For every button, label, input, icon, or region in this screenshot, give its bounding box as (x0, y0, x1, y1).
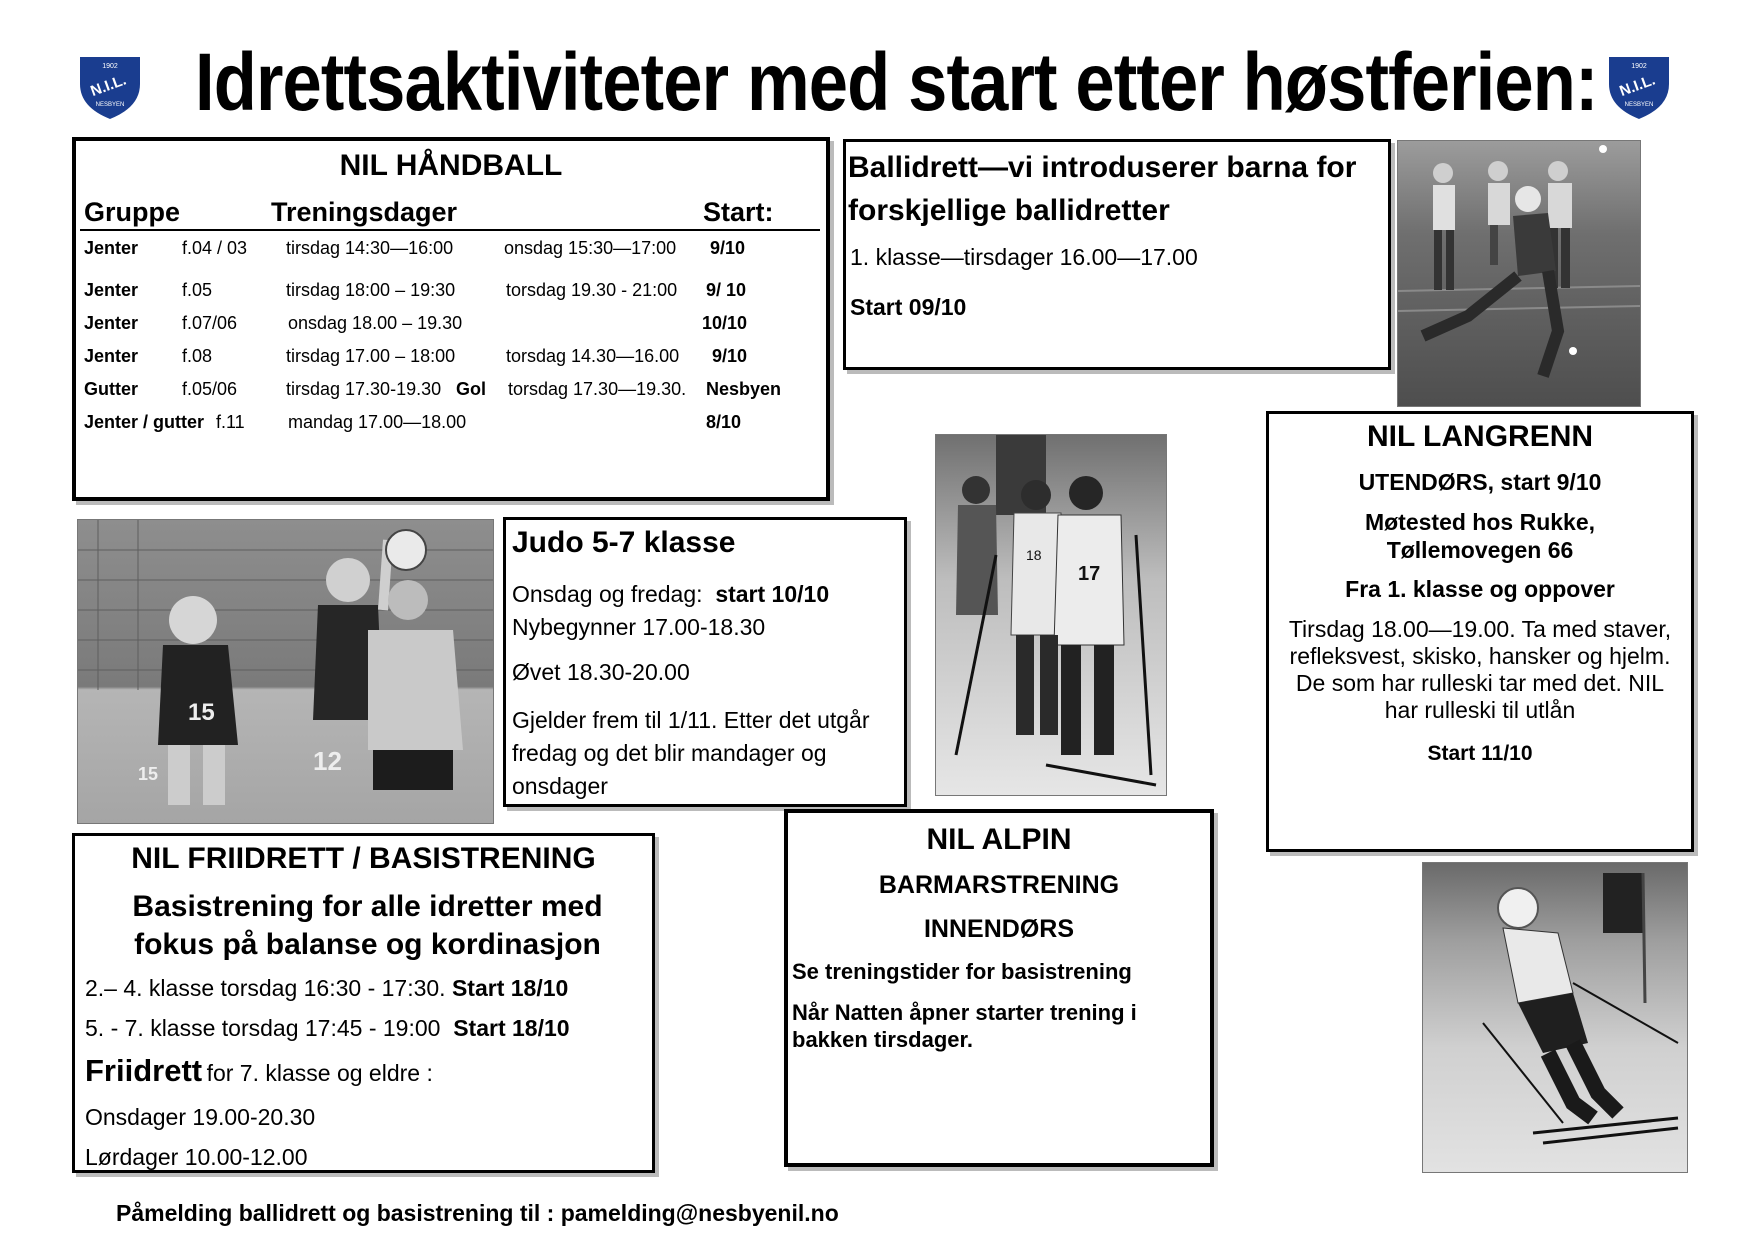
alpin-line1: Se treningstider for basistrening (792, 959, 1132, 984)
alpin-sub2: INNENDØRS (923, 915, 1074, 943)
logo-place: NESBYEN (1624, 102, 1654, 108)
alpin-heading: NIL ALPIN (926, 823, 1072, 856)
langrenn-body: Tirsdag 18.00—19.00. Ta med staver, refleksvest, skisko, hansker og hjelm. De som har rulleski tar med det. NIL har rulleski til utlån (1288, 616, 1672, 723)
friidrett-heading: NIL FRIIDRETT / BASISTRENING (131, 842, 596, 875)
row-day1-place: Gol (456, 379, 486, 399)
header-divider (80, 229, 820, 231)
alpin-photo-illustration (1423, 863, 1687, 1172)
langrenn-heading: NIL LANGRENN (1366, 420, 1594, 453)
table-row (76, 280, 826, 304)
row-start: 10/10 (702, 313, 748, 333)
judo-box (503, 517, 907, 807)
row-group: Jenter (84, 280, 139, 300)
row-year: f.05/06 (182, 379, 238, 399)
langrenn-sub2: Møtested hos Rukke, Tøllemovegen 66 (1364, 509, 1596, 563)
table-row (76, 346, 826, 370)
langrenn-photo (935, 434, 1167, 796)
logo-name: N.I.L. (88, 71, 129, 101)
judo-line4: Gjelder frem til 1/11. Etter det utgår fredag og det blir mandager og onsdager (512, 707, 870, 799)
club-logo-left (75, 50, 145, 122)
ballidrett-line1: 1. klasse—tirsdager 16.00—17.00 (850, 244, 1198, 270)
row-start: 9/10 (710, 238, 746, 258)
handball-photo (77, 519, 494, 824)
friidrett-row2 (85, 1015, 570, 1042)
row-group: Jenter / gutter (84, 412, 205, 432)
row-group: Gutter (84, 379, 138, 399)
row-day2: onsdag 15:30—17:00 (504, 238, 677, 258)
friidrett-day2: Lørdager 10.00-12.00 (85, 1144, 308, 1170)
row-day1: mandag 17.00—18.00 (288, 412, 467, 432)
row-day1: tirsdag 17.30-19.30 (286, 379, 442, 399)
row-start: Nesbyen (706, 379, 782, 399)
row-day2: torsdag 19.30 - 21:00 (506, 280, 678, 300)
handball-header-start: Start: (703, 197, 774, 227)
friidrett-sub: Basistrening for alle idretter med fokus på balanse og kordinasjon (132, 890, 603, 961)
table-row (76, 412, 826, 436)
judo-line3: Øvet 18.30-20.00 (512, 659, 690, 685)
langrenn-photo-illustration (936, 435, 1166, 795)
table-row (76, 238, 826, 262)
friidrett-box (72, 833, 655, 1173)
friidrett-row3 (85, 1053, 433, 1089)
footer-signup: Påmelding ballidrett og basistrening til : pamelding@nesbyenil.no (116, 1200, 839, 1226)
table-row (76, 379, 826, 403)
friidrett-row1 (85, 975, 568, 1002)
row-group: Jenter (84, 238, 139, 258)
row-day1: tirsdag 14:30—16:00 (286, 238, 454, 258)
ballsport-photo (1397, 140, 1641, 407)
row-year: f.07/06 (182, 313, 238, 333)
page-title: Idrettsaktiviteter med start etter høstferien: (195, 37, 1598, 128)
langrenn-box (1266, 411, 1694, 852)
judo-line1-start: start 10/10 (715, 581, 830, 607)
ski-bib-18: 18 (1026, 547, 1042, 563)
judo-line1 (512, 581, 829, 608)
row-day1: tirsdag 17.00 – 18:00 (286, 346, 456, 366)
langrenn-sub1: UTENDØRS, start 9/10 (1358, 469, 1602, 495)
row-group: Jenter (84, 313, 139, 333)
row-day2: torsdag 14.30—16.00 (506, 346, 680, 366)
table-row (76, 313, 826, 337)
alpin-box (784, 809, 1214, 1167)
judo-line1-label: Onsdag og fredag: (512, 581, 703, 607)
langrenn-start: Start 11/10 (1427, 742, 1533, 765)
alpin-sub1: BARMARSTRENING (878, 871, 1120, 899)
alpin-photo (1422, 862, 1688, 1173)
handball-header-group: Gruppe (84, 197, 181, 227)
ski-bib-17: 17 (1078, 563, 1101, 585)
row-group: Jenter (84, 346, 139, 366)
ballidrett-heading: Ballidrett—vi introduserer barna for forskjellige ballidretter (848, 151, 1357, 227)
row-year: f.05 (182, 280, 213, 300)
handball-heading: NIL HÅNDBALL (339, 149, 563, 182)
row-day1: tirsdag 18:00 – 19:30 (286, 280, 456, 300)
row-year: f.11 (216, 412, 245, 432)
langrenn-sub3: Fra 1. klasse og oppover (1345, 576, 1615, 602)
judo-line2: Nybegynner 17.00-18.30 (512, 614, 766, 640)
row-start: 8/10 (706, 412, 742, 432)
handball-photo-illustration (78, 520, 493, 823)
friidrett-day1: Onsdager 19.00-20.30 (85, 1104, 316, 1130)
ballsport-photo-illustration (1398, 141, 1640, 406)
friidrett-row2-start: Start 18/10 (453, 1015, 570, 1041)
logo-year: 1902 (102, 63, 118, 70)
friidrett-row1-start: Start 18/10 (451, 975, 569, 1001)
friidrett-label: Friidrett (85, 1053, 203, 1088)
row-day2: torsdag 17.30—19.30. (508, 379, 687, 399)
handball-box (72, 137, 830, 501)
logo-name: N.I.L. (1617, 71, 1658, 101)
handball-header-days: Treningsdager (271, 197, 458, 227)
friidrett-rest: for 7. klasse og eldre : (206, 1060, 433, 1086)
ballidrett-box (843, 139, 1391, 370)
row-start: 9/ 10 (706, 280, 747, 300)
alpin-line2: Når Natten åpner starter trening i bakken tirsdager. (792, 1000, 1137, 1052)
row-year: f.04 / 03 (182, 238, 248, 258)
logo-place: NESBYEN (95, 102, 125, 108)
row-day1: onsdag 18.00 – 19.30 (288, 313, 463, 333)
bib-15-b: 15 (138, 764, 159, 784)
ballidrett-start: Start 09/10 (850, 294, 967, 320)
friidrett-row2-text: 5. - 7. klasse torsdag 17:45 - 19:00 (85, 1015, 441, 1041)
judo-heading: Judo 5-7 klasse (512, 526, 736, 559)
friidrett-row1-text: 2.– 4. klasse torsdag 16:30 - 17:30. (85, 975, 446, 1001)
row-start: 9/10 (712, 346, 748, 366)
bib-12: 12 (313, 746, 342, 776)
bib-15: 15 (188, 699, 215, 726)
logo-year: 1902 (1631, 63, 1647, 70)
club-logo-right (1604, 50, 1674, 122)
row-year: f.08 (182, 346, 213, 366)
